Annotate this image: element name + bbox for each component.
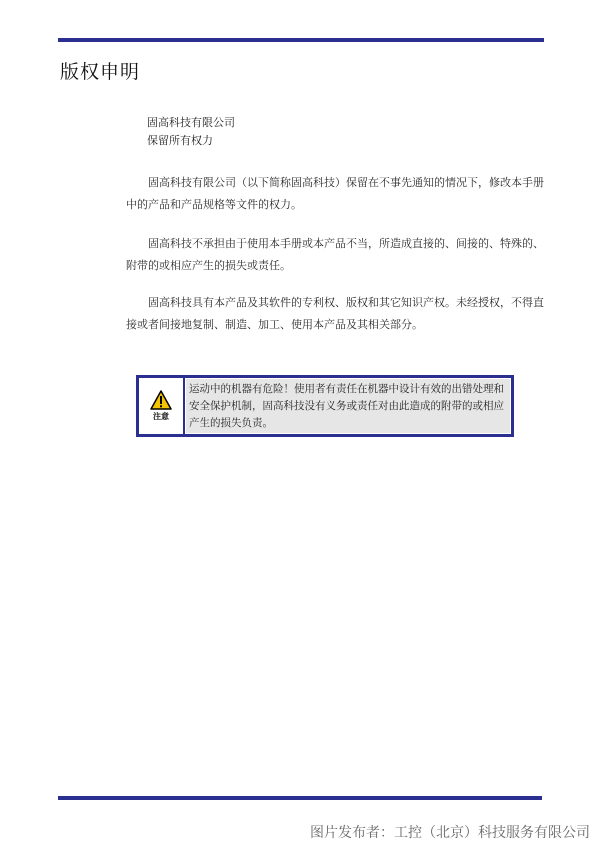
rights-reserved: 保留所有权力 — [147, 134, 213, 147]
paragraph-intellectual-property: 固高科技具有本产品及其软件的专利权、版权和其它知识产权。未经授权，不得直接或者间接地复制、制造、加工、使用本产品及其相关部分。 — [126, 296, 544, 331]
warning-text: 运动中的机器有危险！使用者有责任在机器中设计有效的出错处理和安全保护机制，固高科技没有义务或责任对由此造成的附带的或相应产生的损失负责。 — [186, 379, 510, 433]
page-title: 版权申明 — [60, 61, 141, 83]
company-name: 固高科技有限公司 — [147, 116, 235, 129]
company-block — [147, 114, 235, 150]
warning-triangle-icon — [150, 390, 172, 410]
paragraph-modification-rights: 固高科技有限公司（以下简称固高科技）保留在不事先通知的情况下，修改本手册中的产品和产品规格等文件的权力。 — [126, 176, 544, 211]
top-divider — [58, 38, 544, 42]
bottom-divider — [58, 796, 542, 800]
paragraph-liability: 固高科技不承担由于使用本手册或本产品不当，所造成直接的、间接的、特殊的、附带的或相应产生的损失或责任。 — [126, 237, 544, 272]
image-publisher-credit: 图片发布者：工控（北京）科技服务有限公司 — [310, 825, 590, 841]
warning-label: 注意 — [153, 412, 169, 421]
warning-box — [136, 375, 514, 437]
warning-icon-cell — [139, 378, 185, 434]
